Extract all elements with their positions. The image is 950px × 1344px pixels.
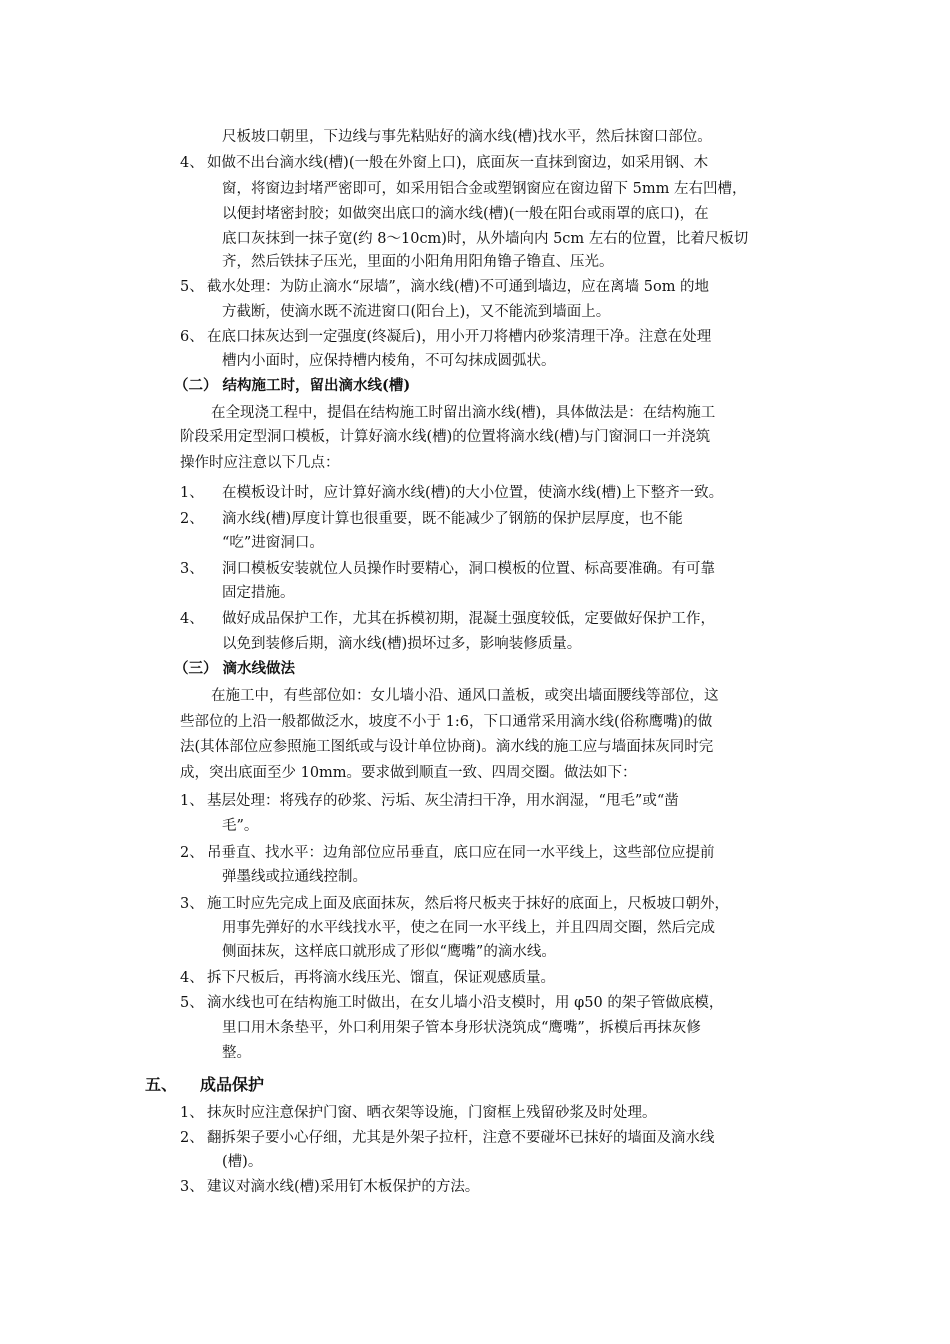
list-number: 4、 xyxy=(180,155,204,171)
list-item-line: 截水处理：为防止滴水“尿墙”，滴水线(槽)不可通到墙边，应在离墙 5om 的地 xyxy=(207,279,710,295)
list-item-line: 底口灰抹到一抹子宽(约 8～10cm)时，从外墙向内 5cm 左右的位置，比着尺板切 xyxy=(222,231,749,247)
list-item-line: 建议对滴水线(槽)采用钉木板保护的方法。 xyxy=(207,1179,480,1195)
list-item-line: 抹灰时应注意保护门窗、晒衣架等设施，门窗框上残留砂浆及时处理。 xyxy=(207,1105,657,1121)
list-number: 1、 xyxy=(180,1105,204,1121)
list-item-line: 如做不出台滴水线(槽)(一般在外窗上口)，底面灰一直抹到窗边，如采用钢、木 xyxy=(207,155,709,171)
list-item-line: 滴水线(槽)厚度计算也很重要，既不能减少了钢筋的保护层厚度，也不能 xyxy=(222,511,683,527)
list-item-line: 拆下尺板后，再将滴水线压光、馏直，保证观感质量。 xyxy=(207,970,555,986)
list-item-line: 做好成品保护工作，尤其在拆模初期，混凝土强度较低，定要做好保护工作， xyxy=(222,611,715,627)
paragraph-line: 成，突出底面至少 10mm。要求做到顺直一致、四周交圈。做法如下： xyxy=(180,765,637,781)
paragraph-line: 阶段采用定型洞口模板，计算好滴水线(槽)的位置将滴水线(槽)与门窗洞口一并浇筑 xyxy=(180,429,711,445)
list-item-line: 侧面抹灰，这样底口就形成了形似“鹰嘴”的滴水线。 xyxy=(222,944,556,960)
list-number: 3、 xyxy=(180,896,204,912)
list-item-line: 窗，将窗边封堵严密即可，如采用铝合金或塑钢窗应在窗边留下 5mm 左右凹槽， xyxy=(222,181,747,197)
section-heading: （三） 滴水线做法 xyxy=(174,660,296,677)
list-item-line: 基层处理：将残存的砂浆、污垢、灰尘清扫干净，用水润湿，“甩毛”或“凿 xyxy=(207,793,679,809)
list-item-line: 里口用木条垫平，外口利用架子管本身形状浇筑成“鹰嘴”，拆模后再抹灰修 xyxy=(222,1020,701,1036)
chapter-number: 五、 xyxy=(145,1075,178,1094)
list-number: 5、 xyxy=(180,279,204,295)
list-number: 2、 xyxy=(180,511,204,527)
list-item-line: 在底口抹灰达到一定强度(终凝后)，用小开刀将槽内砂浆清理干净。注意在处理 xyxy=(207,329,712,345)
list-number: 3、 xyxy=(180,561,204,577)
list-item-line: 滴水线也可在结构施工时做出，在女儿墙小沿支模时，用 φ50 的架子管做底模， xyxy=(207,995,724,1011)
list-item-line: 用事先弹好的水平线找水平，使之在同一水平线上，并且四周交圈，然后完成 xyxy=(222,920,715,936)
list-item-line: 吊垂直、找水平：边角部位应吊垂直，底口应在同一水平线上，这些部位应提前 xyxy=(207,845,715,861)
list-item-line: 在模板设计时，应计算好滴水线(槽)的大小位置，使滴水线(槽)上下整齐一致。 xyxy=(222,485,724,501)
paragraph-line: 些部位的上沿一般都做泛水，坡度不小于 1:6，下口通常采用滴水线(俗称鹰嘴)的做 xyxy=(180,714,713,730)
list-number: 2、 xyxy=(180,1130,204,1146)
list-item-line: 洞口模板安装就位人员操作时要精心，洞口模板的位置、标高要准确。有可靠 xyxy=(222,561,715,577)
list-number: 4、 xyxy=(180,611,204,627)
chapter-title: 成品保护 xyxy=(200,1075,265,1094)
list-item-line: (槽)。 xyxy=(222,1154,263,1170)
list-item-line: 施工时应先完成上面及底面抹灰，然后将尺板夹于抹好的底面上，尺板坡口朝外， xyxy=(207,896,729,912)
list-number: 5、 xyxy=(180,995,204,1011)
list-number: 3、 xyxy=(180,1179,204,1195)
paragraph-line: 在全现浇工程中，提倡在结构施工时留出滴水线(槽)，具体做法是：在结构施工 xyxy=(211,405,716,421)
paragraph-line: 法(其体部位应参照施工图纸或与设计单位协商)。滴水线的施工应与墙面抹灰同时完 xyxy=(180,739,714,755)
list-number: 2、 xyxy=(180,845,204,861)
paragraph-line: 尺板坡口朝里，下边线与事先粘贴好的滴水线(槽)找水平，然后抹窗口部位。 xyxy=(222,129,712,145)
paragraph-line: 在施工中，有些部位如：女儿墙小沿、通风口盖板，或突出墙面腰线等部位，这 xyxy=(211,688,719,704)
list-number: 1、 xyxy=(180,793,204,809)
list-item-line: 方截断，使滴水既不流进窗口(阳台上)，又不能流到墙面上。 xyxy=(222,304,611,320)
list-item-line: 毛”。 xyxy=(222,818,259,834)
list-item-line: 整。 xyxy=(222,1045,251,1061)
paragraph-line: 操作时应注意以下几点： xyxy=(180,455,340,471)
list-item-line: 翻拆架子要小心仔细，尤其是外架子拉杆，注意不要碰坏已抹好的墙面及滴水线 xyxy=(207,1130,715,1146)
list-number: 6、 xyxy=(180,329,204,345)
list-item-line: 以便封堵密封胶；如做突出底口的滴水线(槽)(一般在阳台或雨罩的底口)，在 xyxy=(222,206,709,222)
list-item-line: “吃”进窗洞口。 xyxy=(222,535,324,551)
list-item-line: 弹墨线或拉通线控制。 xyxy=(222,869,367,885)
list-item-line: 固定措施。 xyxy=(222,585,295,601)
section-heading: （二） 结构施工时，留出滴水线(槽) xyxy=(174,377,411,394)
list-item-line: 槽内小面时，应保持槽内棱角，不可勾抹成圆弧状。 xyxy=(222,353,556,369)
list-number: 1、 xyxy=(180,485,204,501)
list-item-line: 齐，然后铁抹子压光，里面的小阳角用阳角镥子镥直、压光。 xyxy=(222,254,614,270)
list-item-line: 以免到装修后期，滴水线(槽)损坏过多，影响装修质量。 xyxy=(222,636,582,652)
list-number: 4、 xyxy=(180,970,204,986)
